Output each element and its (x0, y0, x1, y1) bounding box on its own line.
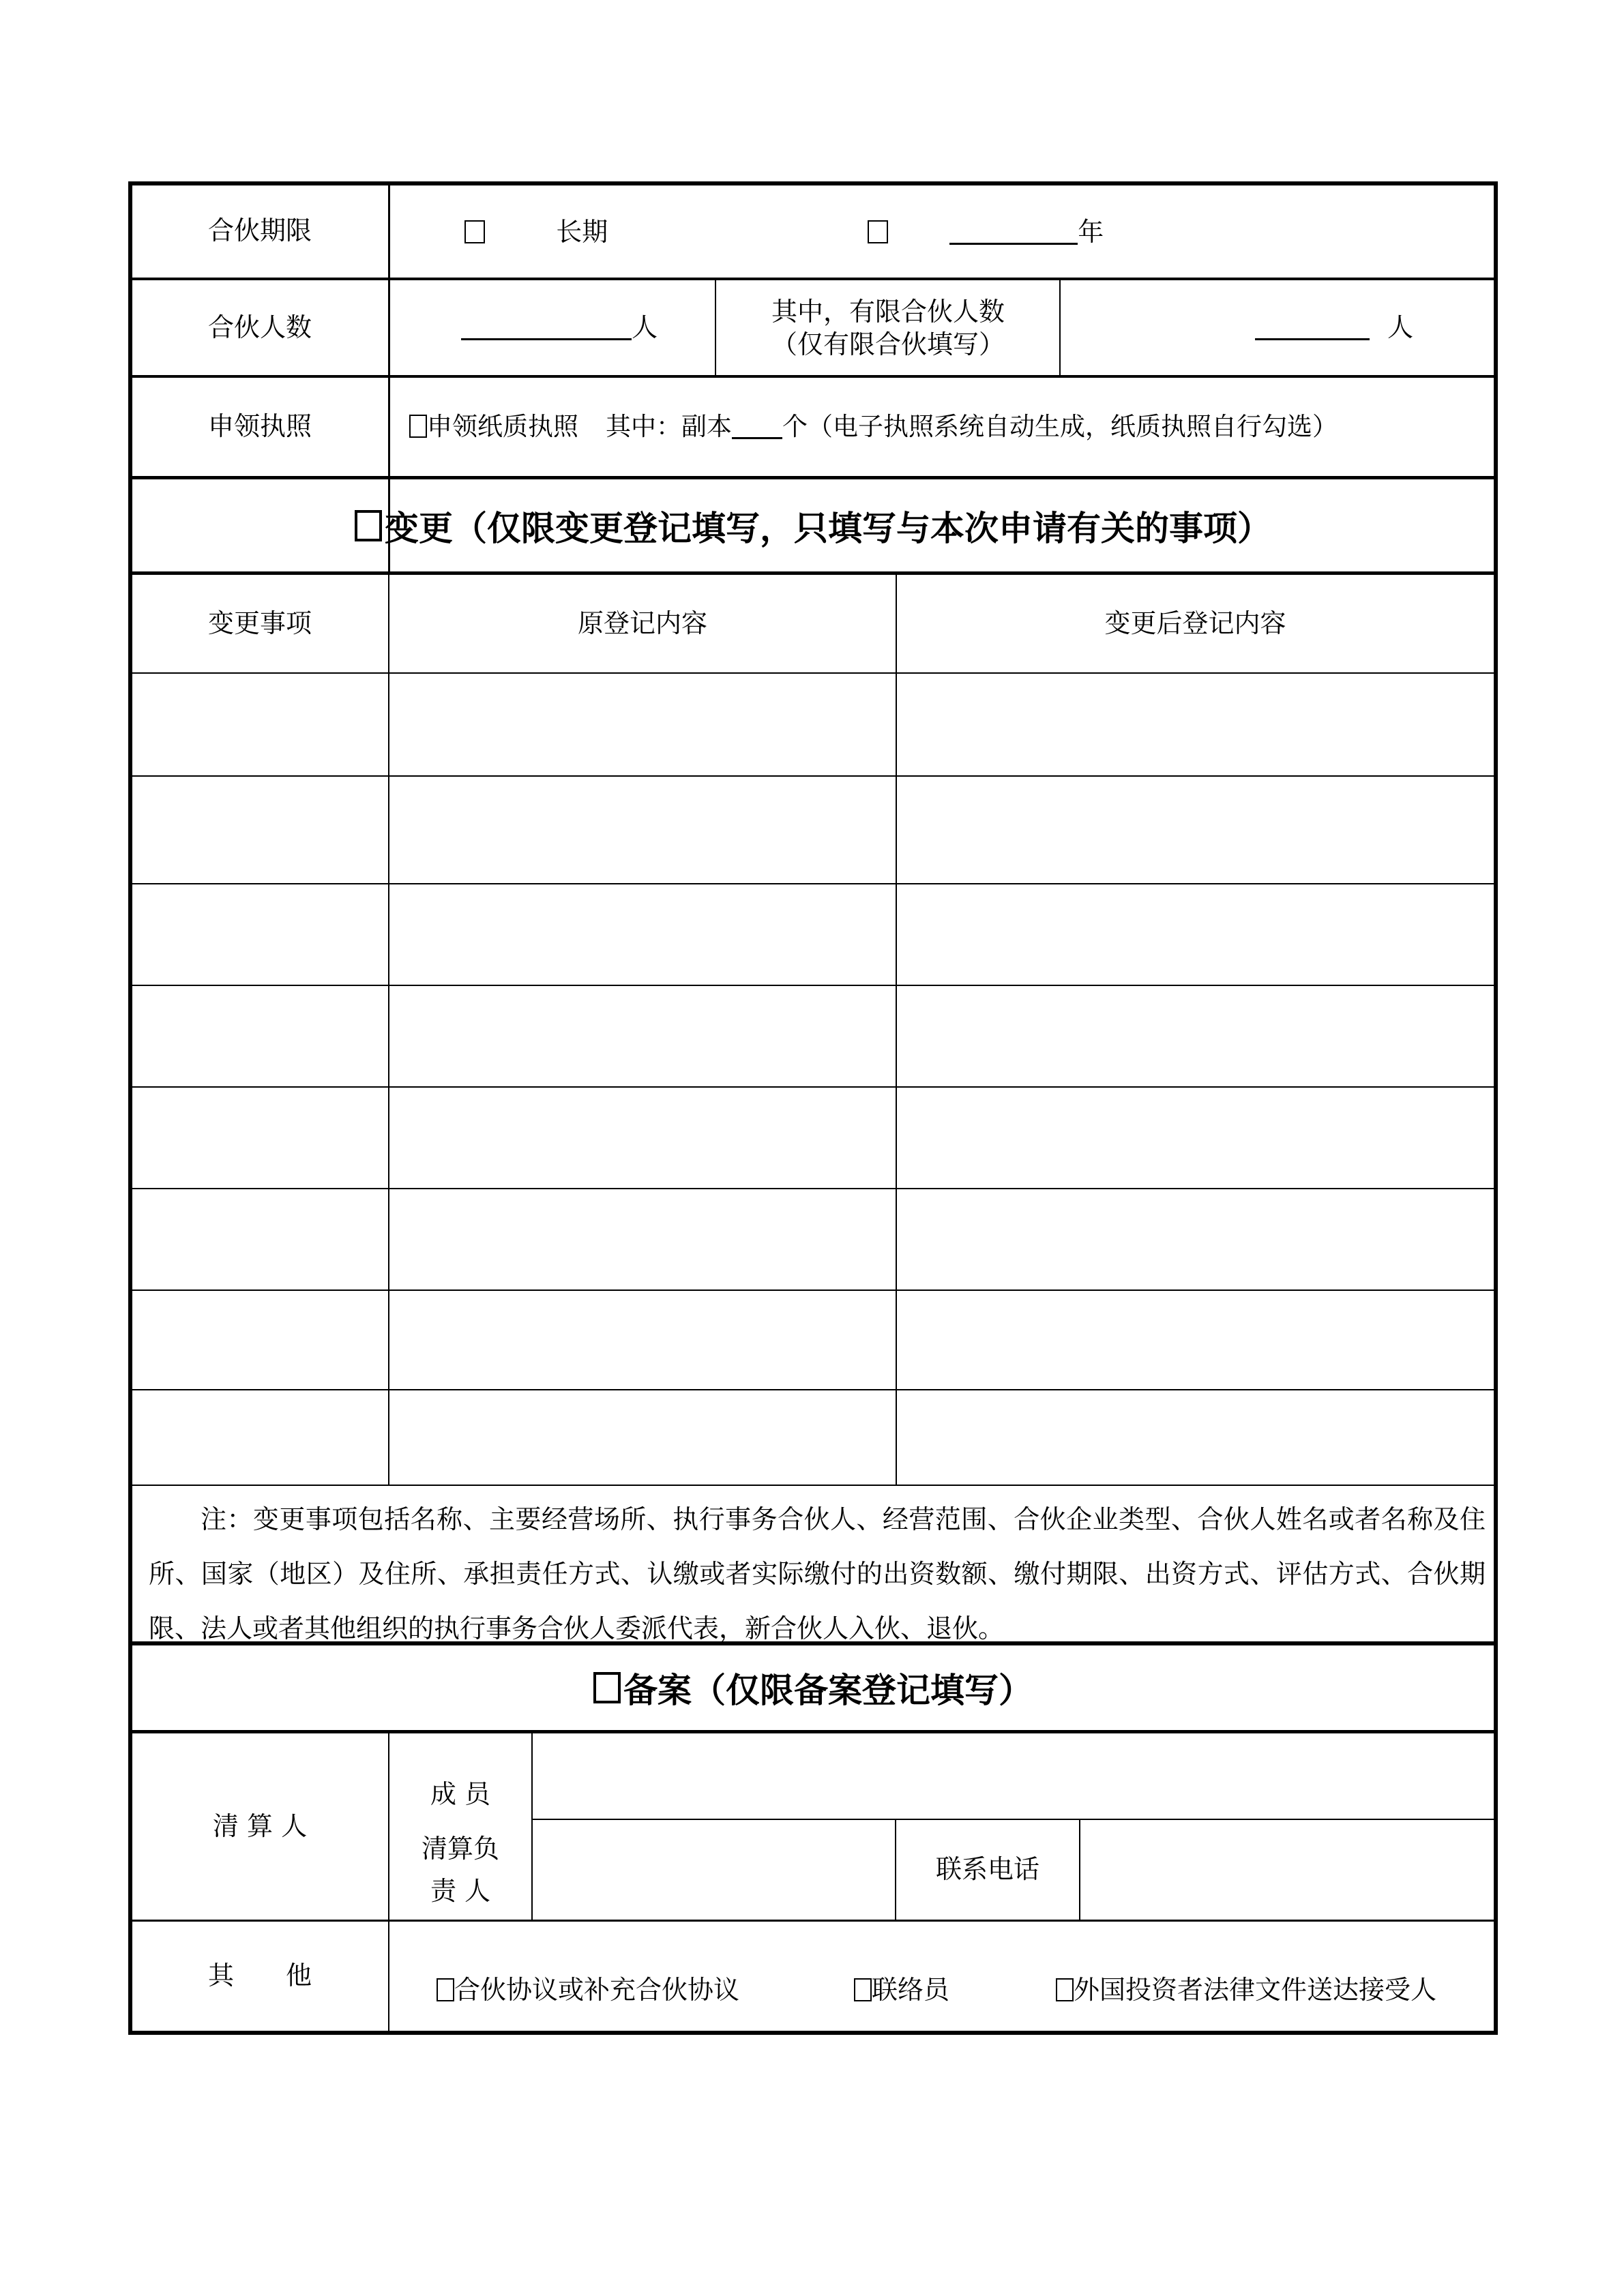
change-section-checkbox[interactable] (355, 510, 382, 541)
other-option-partnership-agreement[interactable] (437, 1975, 739, 2005)
contact-phone-label: 联系电话 (935, 1854, 1039, 1885)
original-content-cell[interactable] (389, 777, 896, 883)
liaison-label: 联络员 (872, 1975, 950, 2005)
original-content-cell[interactable] (389, 674, 896, 775)
original-content-cell[interactable] (389, 1390, 896, 1485)
table-row (131, 1390, 1494, 1485)
partnership-term-years (868, 217, 1104, 247)
paper-license-label: 申领纸质执照 (427, 412, 578, 441)
paper-license-checkbox[interactable] (409, 415, 427, 438)
changed-content-cell[interactable] (897, 986, 1494, 1086)
liquidator-head-label-line1: 清算负 (421, 1834, 499, 1864)
limited-partner-input[interactable] (1255, 315, 1370, 340)
partner-count-unit: 人 (632, 312, 658, 342)
limited-partner-label-line2: （仅有限合伙填写） (771, 329, 1005, 359)
change-item-cell[interactable] (131, 1189, 388, 1289)
original-content-cell[interactable] (389, 1088, 896, 1188)
other-label: 其 他 (207, 1960, 312, 1991)
table-row (131, 777, 1494, 883)
column-header-changed-content: 变更后登记内容 (1104, 608, 1286, 638)
changed-content-cell[interactable] (897, 1291, 1494, 1389)
liquidator-head-label (389, 1820, 531, 1920)
changed-content-cell[interactable] (897, 1088, 1494, 1188)
partnership-agreement-checkbox[interactable] (437, 1978, 454, 2001)
col-divider (531, 1732, 533, 1922)
column-header-change-item: 变更事项 (207, 608, 312, 638)
liquidator-members-field[interactable] (533, 1733, 1494, 1819)
foreign-investor-agent-label: 外国投资者法律文件送达接受人 (1074, 1975, 1437, 2005)
liquidator-head-field[interactable] (533, 1820, 895, 1920)
change-item-cell[interactable] (131, 986, 388, 1086)
filing-section-title-text: 备案（仅限备案登记填写） (623, 1671, 1033, 1710)
other-option-foreign-investor-agent[interactable] (1056, 1975, 1436, 2005)
table-row (131, 884, 1494, 985)
liaison-checkbox[interactable] (854, 1978, 872, 2001)
changed-content-cell[interactable] (897, 1390, 1494, 1485)
change-items-note: 注：变更事项包括名称、主要经营场所、执行事务合伙人、经营范围、合伙企业类型、合伙人姓名或者名称及住所、国家（地区）及住所、承担责任方式、认缴或者实际缴付的出资数额、缴付期限、出资方式、评估方式、合伙期限、法人或者其他组织的执行事务合伙人委派代表，新合伙人入伙、退伙。 (149, 1504, 1486, 1643)
table-row (131, 674, 1494, 775)
original-content-cell[interactable] (389, 1189, 896, 1289)
column-header-original-content: 原登记内容 (577, 608, 707, 638)
table-row (131, 986, 1494, 1086)
change-item-cell[interactable] (131, 674, 388, 775)
partner-count-input[interactable] (461, 315, 632, 340)
original-content-cell[interactable] (389, 1291, 896, 1389)
limited-partner-unit: 人 (1387, 312, 1414, 342)
liquidator-label: 清 算 人 (212, 1811, 308, 1842)
years-input[interactable] (949, 220, 1078, 245)
change-item-cell[interactable] (131, 1291, 388, 1389)
changed-content-cell[interactable] (897, 884, 1494, 985)
long-term-label: 长期 (556, 217, 608, 247)
original-content-cell[interactable] (389, 986, 896, 1086)
copies-suffix: 个（电子执照系统自动生成，纸质执照自行勾选） (782, 412, 1338, 441)
other-option-liaison[interactable] (854, 1975, 949, 2005)
change-item-cell[interactable] (131, 884, 388, 985)
change-section-title-text: 变更（仅限变更登记填写，只填写与本次申请有关的事项） (385, 509, 1271, 548)
table-row (131, 1189, 1494, 1289)
long-term-checkbox[interactable] (464, 220, 485, 243)
table-row (131, 1088, 1494, 1188)
license-label: 申领执照 (207, 411, 312, 442)
changed-content-cell[interactable] (897, 777, 1494, 883)
change-item-cell[interactable] (131, 1390, 388, 1485)
table-row (131, 1291, 1494, 1389)
changed-content-cell[interactable] (897, 1189, 1494, 1289)
years-term-checkbox[interactable] (868, 220, 888, 243)
years-unit: 年 (1078, 217, 1104, 247)
liquidator-head-label-line2: 责 人 (430, 1876, 491, 1906)
partner-count-label: 合伙人数 (207, 312, 312, 342)
copies-prefix: 其中：副本 (606, 412, 732, 441)
liquidator-members-label: 成 员 (430, 1779, 491, 1810)
copies-input[interactable] (732, 414, 782, 439)
limited-partner-label-line1: 其中，有限合伙人数 (771, 296, 1005, 327)
contact-phone-field[interactable] (1080, 1820, 1494, 1920)
limited-partner-label (716, 280, 1060, 376)
license-options (409, 412, 1338, 442)
filing-section-title (131, 1645, 1495, 1730)
limited-partner-count (1255, 312, 1413, 342)
row-divider (128, 1485, 1498, 1486)
change-section-title (131, 479, 1495, 572)
partnership-term-long (464, 217, 608, 247)
original-content-cell[interactable] (389, 884, 896, 985)
table-border-right (1494, 181, 1498, 2035)
filing-section-checkbox[interactable] (593, 1672, 621, 1703)
changed-content-cell[interactable] (897, 674, 1494, 775)
partnership-agreement-label: 合伙协议或补充合伙协议 (454, 1975, 740, 2005)
change-item-cell[interactable] (131, 1088, 388, 1188)
partner-count-total (461, 312, 658, 342)
change-item-cell[interactable] (131, 777, 388, 883)
foreign-investor-agent-checkbox[interactable] (1056, 1978, 1074, 2001)
table-border-bottom (128, 2031, 1498, 2035)
partnership-term-label: 合伙期限 (207, 215, 312, 246)
